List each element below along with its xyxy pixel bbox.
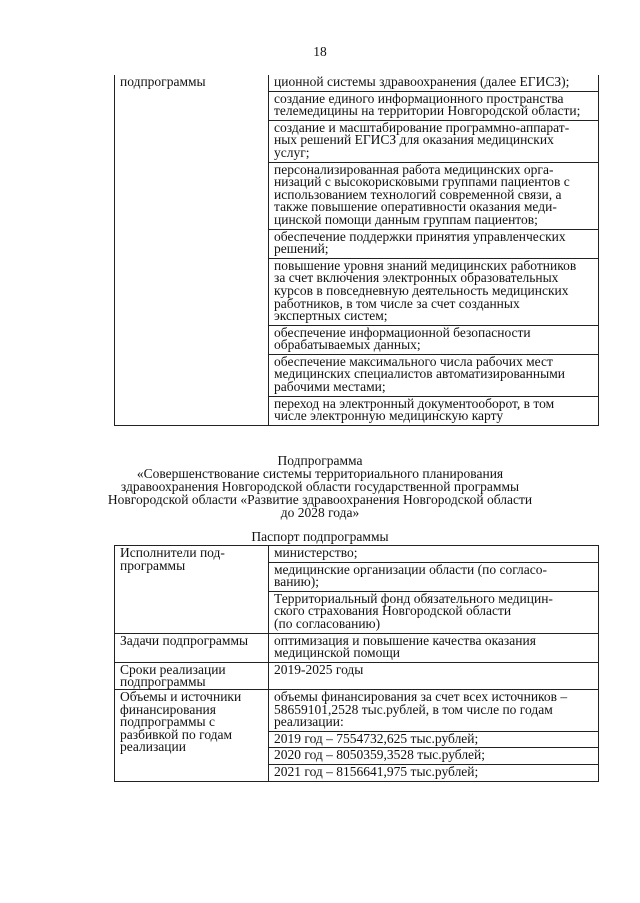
- text-line: курсов в повседневную деятельность медицинских: [274, 282, 569, 298]
- table-row: [115, 75, 599, 425]
- list-item: [269, 563, 598, 592]
- passport-table: [114, 545, 599, 782]
- text-line: также повышение оперативности оказания меди-: [274, 199, 557, 215]
- list-item: [269, 75, 598, 92]
- list-item: [269, 355, 598, 397]
- row-content: [269, 662, 599, 689]
- text-line: ванию);: [274, 574, 319, 590]
- text-line: переход на электронный документооборот, в том: [274, 395, 555, 411]
- label-line: Объемы и источники: [120, 688, 242, 704]
- text-line: решений;: [274, 241, 329, 257]
- text-line: Территориальный фонд обязательного медицин-: [274, 590, 553, 606]
- text-line: 58659101,2528 тыс.рублей, в том числе по годам: [274, 701, 553, 717]
- list-item: [269, 92, 598, 121]
- text-line: (по согласованию): [274, 615, 381, 631]
- text-line: повышение уровня знаний медицинских работников: [274, 257, 577, 273]
- label-line: подпрограммы: [120, 674, 206, 690]
- continuation-table: [114, 75, 599, 426]
- table-row: [115, 633, 599, 662]
- text-line: 2019 год – 7554732,625 тыс.рублей;: [274, 730, 479, 746]
- row-content: [269, 689, 599, 781]
- text-line: создание и масштабирование программно-аппарат-: [274, 119, 570, 135]
- text-line: за счет включения электронных образовательных: [274, 270, 559, 286]
- subprogram-title: [0, 467, 640, 519]
- row-content: [269, 633, 599, 662]
- text-line: 2019-2025 годы: [274, 661, 364, 677]
- list-item: [269, 748, 598, 765]
- text-line: медицинские организации области (по согласо-: [274, 561, 548, 577]
- text-line: ского страхования Новгородской области: [274, 603, 512, 619]
- row-label: [115, 75, 269, 425]
- list-item: [269, 259, 598, 326]
- row-label: [115, 546, 269, 634]
- row-label: [115, 689, 269, 781]
- table-row: [115, 662, 599, 689]
- text-line: 2020 год – 8050359,3528 тыс.рублей;: [274, 747, 486, 763]
- label-line: подпрограммы с: [120, 714, 215, 730]
- list-item: [269, 163, 598, 230]
- title-line: здравоохранения Новгородской области государственной программы: [120, 479, 520, 494]
- text-line: услуг;: [274, 144, 310, 160]
- page-number: 18: [313, 44, 327, 59]
- list-item: [269, 546, 598, 563]
- text-line: 2021 год – 8156641,975 тыс.рублей;: [274, 763, 479, 779]
- list-item: [269, 663, 598, 679]
- text-line: низаций с высокорисковыми группами пациентов с: [274, 174, 570, 190]
- text-line: работников, в том числе за счет созданных: [274, 295, 520, 311]
- list-item: [269, 690, 598, 732]
- text-line: телемедицины на территории Новгородской области;: [274, 103, 581, 119]
- text-line: обеспечение информационной безопасности: [274, 324, 531, 340]
- list-item: [269, 121, 598, 163]
- row-content: [269, 546, 599, 634]
- table-row: [115, 689, 599, 781]
- text-line: персонализированная работа медицинских орга-: [274, 161, 554, 177]
- text-line: объемы финансирования за счет всех источников –: [274, 688, 568, 704]
- text-line: использованием технологий современной связи, а: [274, 186, 562, 202]
- title-line: «Совершенствование системы территориального планирования: [136, 466, 504, 481]
- label-line: Сроки реализации: [120, 661, 226, 677]
- passport-heading: Паспорт подпрограммы: [251, 529, 389, 544]
- list-item: [269, 634, 598, 662]
- text-line: обеспечение максимального числа рабочих мест: [274, 353, 553, 369]
- list-item: [269, 230, 598, 259]
- text-line: цинской помощи данным группам пациентов;: [274, 211, 538, 227]
- text-line: обеспечение поддержки принятия управленческих: [274, 228, 566, 244]
- list-item: [269, 732, 598, 749]
- text-line: медицинской помощи: [274, 645, 400, 661]
- label-line: программы: [120, 557, 186, 573]
- row-content: [269, 75, 599, 425]
- list-item: [269, 592, 598, 633]
- label-line: подпрограммы: [120, 74, 206, 89]
- text-line: ционной системы здравоохранения (далее ЕГИСЗ);: [274, 74, 570, 89]
- title-line: до 2028 года»: [280, 505, 360, 520]
- label-line: финансирования: [120, 701, 216, 717]
- label-line: Исполнители под-: [120, 545, 225, 560]
- label-line: реализации: [120, 739, 186, 755]
- text-line: ных решений ЕГИСЗ для оказания медицинских: [274, 132, 554, 148]
- row-label: [115, 662, 269, 689]
- title-line: Новгородской области «Развитие здравоохранения Новгородской области: [107, 492, 533, 507]
- text-line: обрабатываемых данных;: [274, 337, 421, 353]
- row-label: [115, 633, 269, 662]
- list-item: [269, 765, 598, 781]
- text-line: экспертных систем;: [274, 308, 388, 324]
- list-item: [269, 397, 598, 425]
- text-line: числе электронную медицинскую карту: [274, 408, 504, 424]
- text-line: министерство;: [274, 545, 358, 560]
- text-line: реализации:: [274, 714, 344, 730]
- label-line: Задачи подпрограммы: [120, 632, 249, 648]
- text-line: рабочими местами;: [274, 379, 386, 395]
- subprogram-heading: Подпрограмма: [277, 453, 363, 468]
- list-item: [269, 326, 598, 355]
- table-row: [115, 546, 599, 634]
- label-line: разбивкой по годам: [120, 726, 233, 742]
- text-line: оптимизация и повышение качества оказания: [274, 632, 536, 648]
- text-line: медицинских специалистов автоматизированными: [274, 366, 565, 382]
- text-line: создание единого информационного пространства: [274, 90, 564, 106]
